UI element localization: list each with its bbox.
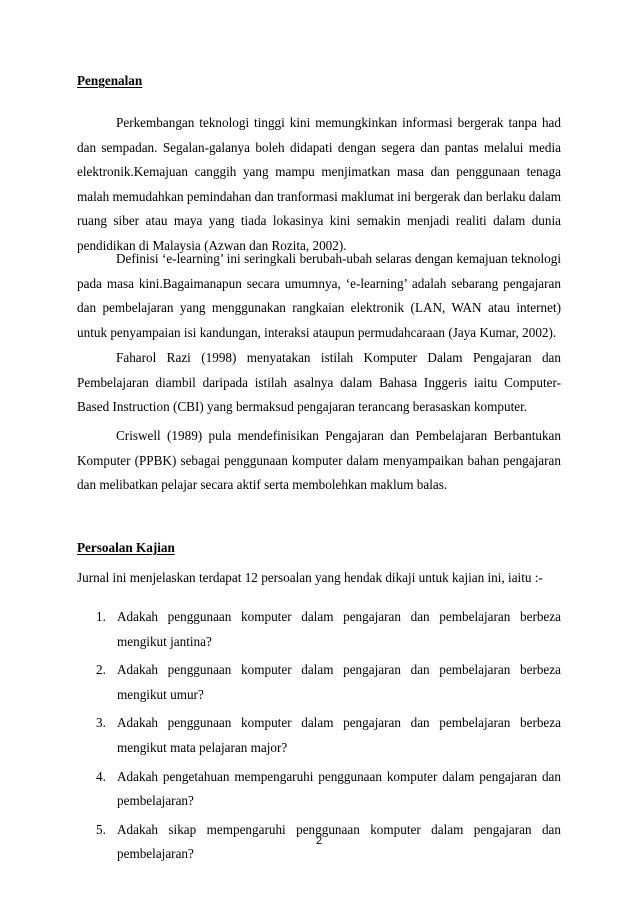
intro-paragraph-4: Criswell (1989) pula mendefinisikan Pengajaran dan Pembelajaran Berbantukan Komputer (PPBK) sebagai penggunaan komputer dalam menyampaikan bahan pengajaran dan melibatkan pelajar secara aktif serta membolehkan maklum balas. — [77, 428, 561, 493]
list-item-number: 1. — [96, 609, 106, 624]
list-item — [77, 765, 561, 814]
intro-paragraph-3: Faharol Razi (1998) menyatakan istilah Komputer Dalam Pengajaran dan Pembelajaran diambil daripada istilah asalnya dalam Bahasa Inggeris iaitu Computer-Based Instruction (CBI) yang bermaksud pengajaran terancang berasaskan komputer. — [77, 350, 561, 415]
list-item-text: Adakah penggunaan komputer dalam pengajaran dan pembelajaran berbeza mengikut mata pelajaran major? — [117, 715, 561, 755]
list-item-number: 4. — [96, 768, 106, 784]
questions-list — [77, 605, 561, 871]
list-item — [77, 711, 561, 760]
page-number: 2 — [315, 835, 323, 847]
section-heading-persoalan-kajian: Persoalan Kajian — [77, 540, 175, 555]
list-item — [77, 658, 561, 707]
list-item-text: Adakah penggunaan komputer dalam pengajaran dan pembelajaran berbeza mengikut jantina? — [117, 609, 561, 649]
list-item-number: 2. — [96, 662, 106, 678]
questions-intro-text: Jurnal ini menjelaskan terdapat 12 persoalan yang hendak dikaji untuk kajian ini, iaitu :- — [77, 570, 543, 585]
section-heading-pengenalan: Pengenalan — [77, 73, 143, 88]
list-item-text: Adakah sikap mempengaruhi penggunaan komputer dalam pengajaran dan pembelajaran? — [117, 821, 561, 862]
list-item-number: 5. — [96, 821, 106, 837]
list-item-text: Adakah penggunaan komputer dalam pengajaran dan pembelajaran berbeza mengikut umur? — [117, 662, 561, 702]
list-item — [77, 605, 561, 654]
intro-paragraph-2: Definisi ‘e-learning’ ini seringkali berubah-ubah selaras dengan kemajuan teknologi pada masa kini.Bagaimanapun secara umumnya, ‘e-learning’ adalah sebarang pengajaran dan pembelajaran yang menggunakan rangkaian elektronik (LAN, WAN atau internet) untuk penyampaian isi kandungan, interaksi ataupun permudahcaraan (Jaya Kumar, 2002). — [77, 251, 561, 340]
intro-paragraph-1: Perkembangan teknologi tinggi kini memungkinkan informasi bergerak tanpa had dan sempadan. Segalan-galanya boleh didapati dengan segera dan pantas melalui media elektronik.Kemajuan canggih yang mampu menjimatkan masa dan penggunaan tenaga malah memudahkan pemindahan dan tranformasi maklumat ini bergerak dan berlaku dalam ruang siber atau maya yang tiada lokasinya kini semakin menjadi realiti dalam dunia pendidikan di Malaysia (Azwan dan Rozita, 2002). — [77, 115, 561, 253]
list-item-number: 3. — [96, 715, 106, 731]
list-item-text: Adakah pengetahuan mempengaruhi penggunaan komputer dalam pengajaran dan pembelajaran? — [117, 768, 561, 809]
